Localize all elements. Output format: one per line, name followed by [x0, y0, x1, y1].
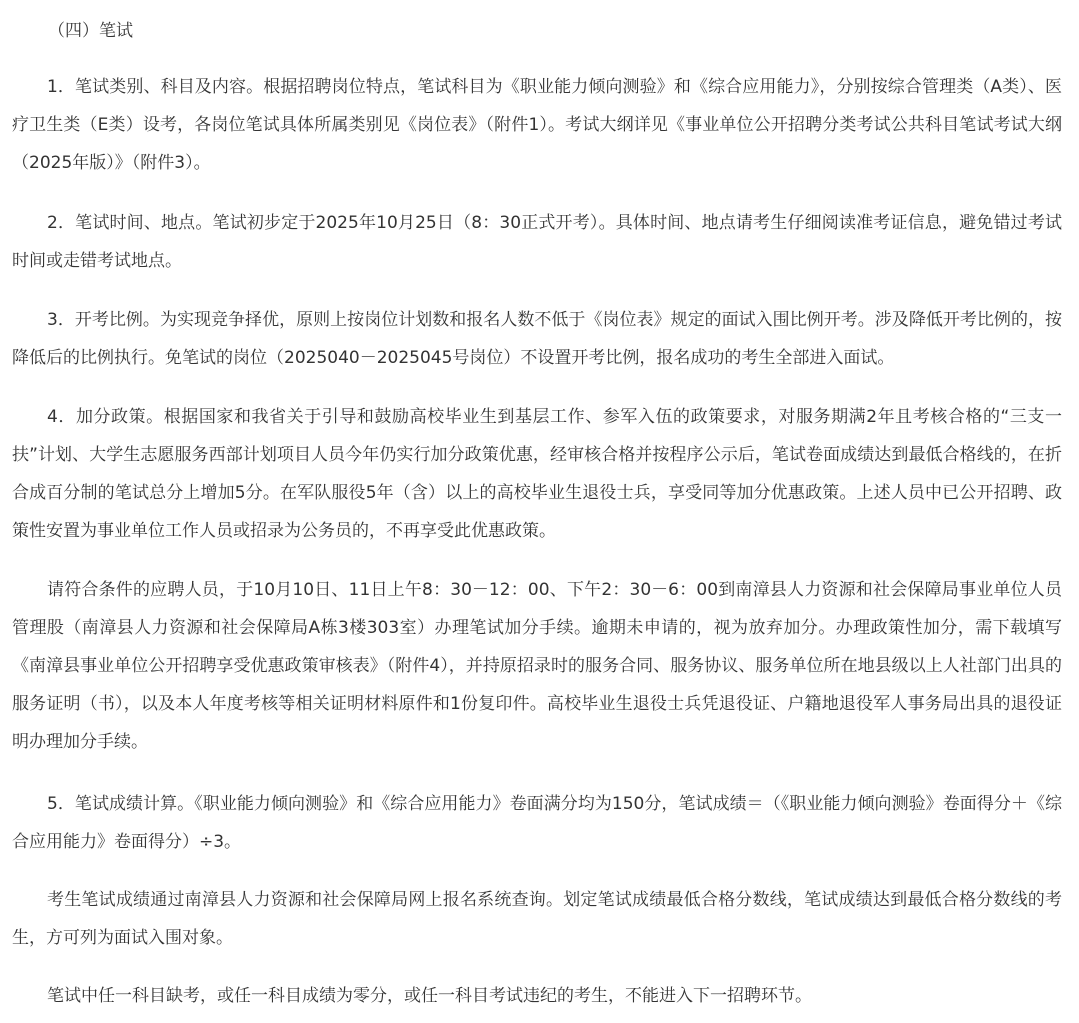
- paragraph-exam-categories: 1．笔试类别、科目及内容。根据招聘岗位特点，笔试科目为《职业能力倾向测验》和《综合应用能力》，分别按综合管理类（A类）、医疗卫生类（E类）设考，各岗位笔试具体所属类别见《岗位表》（附件1）。考试大纲详见《事业单位公开招聘分类考试公共科目笔试考试大纲（2025年版）》（附件3）。: [12, 77, 1062, 173]
- paragraph-exam-time-location: 2．笔试时间、地点。笔试初步定于2025年10月25日（8：30正式开考）。具体时间、地点请考生仔细阅读准考证信息，避免错过考试时间或走错考试地点。: [12, 213, 1062, 271]
- paragraph-score-calculation: 5．笔试成绩计算。《职业能力倾向测验》和《综合应用能力》卷面满分均为150分，笔试成绩＝（《职业能力倾向测验》卷面得分＋《综合应用能力》卷面得分）÷3。: [12, 794, 1062, 852]
- paragraph-disqualification: 笔试中任一科目缺考，或任一科目成绩为零分，或任一科目考试违纪的考生，不能进入下一招聘环节。: [47, 986, 812, 1006]
- paragraph-bonus-policy: 4．加分政策。根据国家和我省关于引导和鼓励高校毕业生到基层工作、参军入伍的政策要求，对服务期满2年且考核合格的“三支一扶”计划、大学生志愿服务西部计划项目人员今年仍实行加分政策优惠，经审核合格并按程序公示后，笔试卷面成绩达到最低合格线的，在折合成百分制的笔试总分上增加5分。在军队服役5年（含）以上的高校毕业生退役士兵，享受同等加分优惠政策。上述人员中已公开招聘、政策性安置为事业单位工作人员或招录为公务员的，不再享受此优惠政策。: [12, 407, 1062, 541]
- section-heading: （四）笔试: [48, 21, 133, 41]
- paragraph-opening-ratio: 3．开考比例。为实现竞争择优，原则上按岗位计划数和报名人数不低于《岗位表》规定的面试入围比例开考。涉及降低开考比例的，按降低后的比例执行。免笔试的岗位（2025040－2025045号岗位）不设置开考比例，报名成功的考生全部进入面试。: [12, 310, 1062, 368]
- paragraph-score-query: 考生笔试成绩通过南漳县人力资源和社会保障局网上报名系统查询。划定笔试成绩最低合格分数线，笔试成绩达到最低合格分数线的考生，方可列为面试入围对象。: [12, 890, 1062, 948]
- paragraph-bonus-procedure: 请符合条件的应聘人员，于10月10日、11日上午8：30－12：00、下午2：30－6：00到南漳县人力资源和社会保障局事业单位人员管理股（南漳县人力资源和社会保障局A栋3楼303室）办理笔试加分手续。逾期未申请的，视为放弃加分。办理政策性加分，需下载填写《南漳县事业单位公开招聘享受优惠政策审核表》（附件4），并持原招录时的服务合同、服务协议、服务单位所在地县级以上人社部门出具的服务证明（书），以及本人年度考核等相关证明材料原件和1份复印件。高校毕业生退役士兵凭退役证、户籍地退役军人事务局出具的退役证明办理加分手续。: [12, 580, 1062, 752]
